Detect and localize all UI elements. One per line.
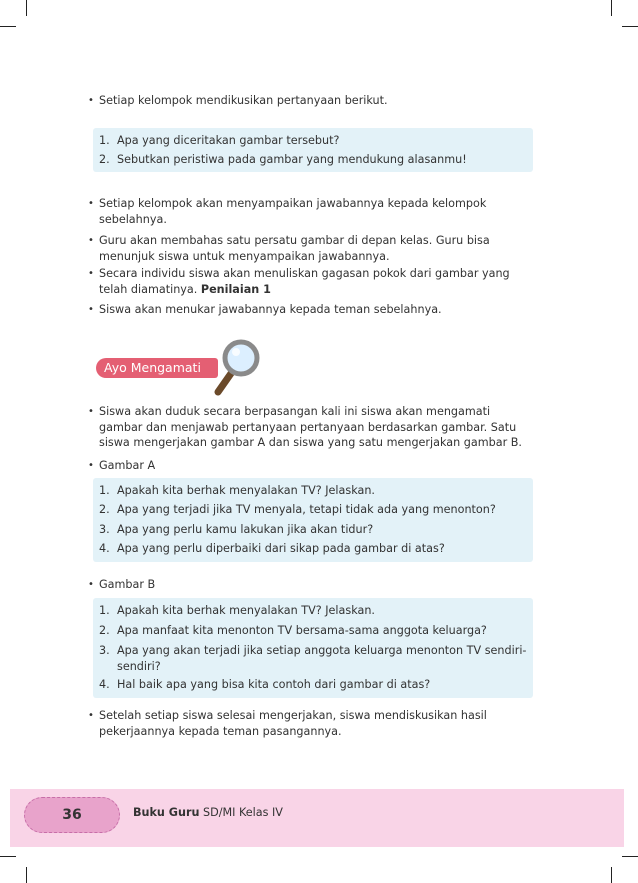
page-number: 36 [24, 797, 120, 833]
question-item: 4. Hal baik apa yang bisa kita contoh dari gambar di atas? [99, 678, 431, 691]
question-item: 4. Apa yang perlu diperbaiki dari sikap pada gambar di atas? [99, 542, 445, 555]
magnifier-icon [210, 338, 264, 398]
crop-mark [0, 26, 16, 27]
question-item: 1. Apakah kita berhak menyalakan TV? Jelaskan. [99, 604, 375, 617]
question-item: 3. Apa yang akan terjadi jika setiap anggota keluarga menonton TV sendiri- sendiri? [99, 644, 527, 673]
bullet-item: • Siswa akan duduk secara berpasangan kali ini siswa akan mengamati gambar dan menjawab pertanyaan pertanyaan berdasarkan gambar. Satu siswa mengerjakan gambar A dan siswa yang satu mengerjakan gambar B. [86, 404, 529, 451]
bullet-item: • Setiap kelompok akan menyampaikan jawabannya kepada kelompok sebelahnya. [86, 196, 529, 227]
bullet-item: • Guru akan membahas satu persatu gambar di depan kelas. Guru bisa menunjuk siswa untuk menyampaikan jawabannya. [86, 233, 529, 264]
gambar-a-label: • Gambar A [86, 458, 529, 474]
bullet-item: • Siswa akan menukar jawabannya kepada teman sebelahnya. [86, 302, 529, 318]
crop-mark [26, 867, 27, 883]
question-item: 3. Apa yang perlu kamu lakukan jika akan tidur? [99, 523, 374, 536]
crop-mark [26, 0, 27, 16]
bullet-item: • Setelah setiap siswa selesai mengerjakan, siswa mendiskusikan hasil pekerjaannya kepada teman pasangannya. [86, 708, 529, 739]
question-item: 2. Sebutkan peristiwa pada gambar yang mendukung alasanmu! [99, 153, 467, 166]
ayo-mengamati-badge: Ayo Mengamati [96, 358, 218, 378]
crop-mark [611, 867, 612, 883]
bullet-item: • Secara individu siswa akan menuliskan gagasan pokok dari gambar yang telah diamatinya. Penilaian 1 [86, 266, 529, 297]
question-item: 1. Apa yang diceritakan gambar tersebut? [99, 134, 340, 147]
crop-mark [622, 26, 638, 27]
assessment-label: Penilaian 1 [200, 282, 271, 296]
question-box-a [93, 478, 533, 562]
question-box-b [93, 598, 533, 698]
intro-bullet: • Setiap kelompok mendikusikan pertanyaan berikut. [86, 93, 529, 109]
crop-mark [611, 0, 612, 16]
question-item: 2. Apa yang terjadi jika TV menyala, tetapi tidak ada yang menonton? [99, 503, 496, 516]
question-box-1 [93, 128, 533, 172]
question-item: 2. Apa manfaat kita menonton TV bersama-sama anggota keluarga? [99, 624, 487, 637]
crop-mark [0, 856, 16, 857]
gambar-b-label: • Gambar B [86, 577, 529, 593]
question-item: 1. Apakah kita berhak menyalakan TV? Jelaskan. [99, 484, 375, 497]
crop-mark [622, 856, 638, 857]
book-title: Buku Guru SD/MI Kelas IV [133, 806, 283, 819]
